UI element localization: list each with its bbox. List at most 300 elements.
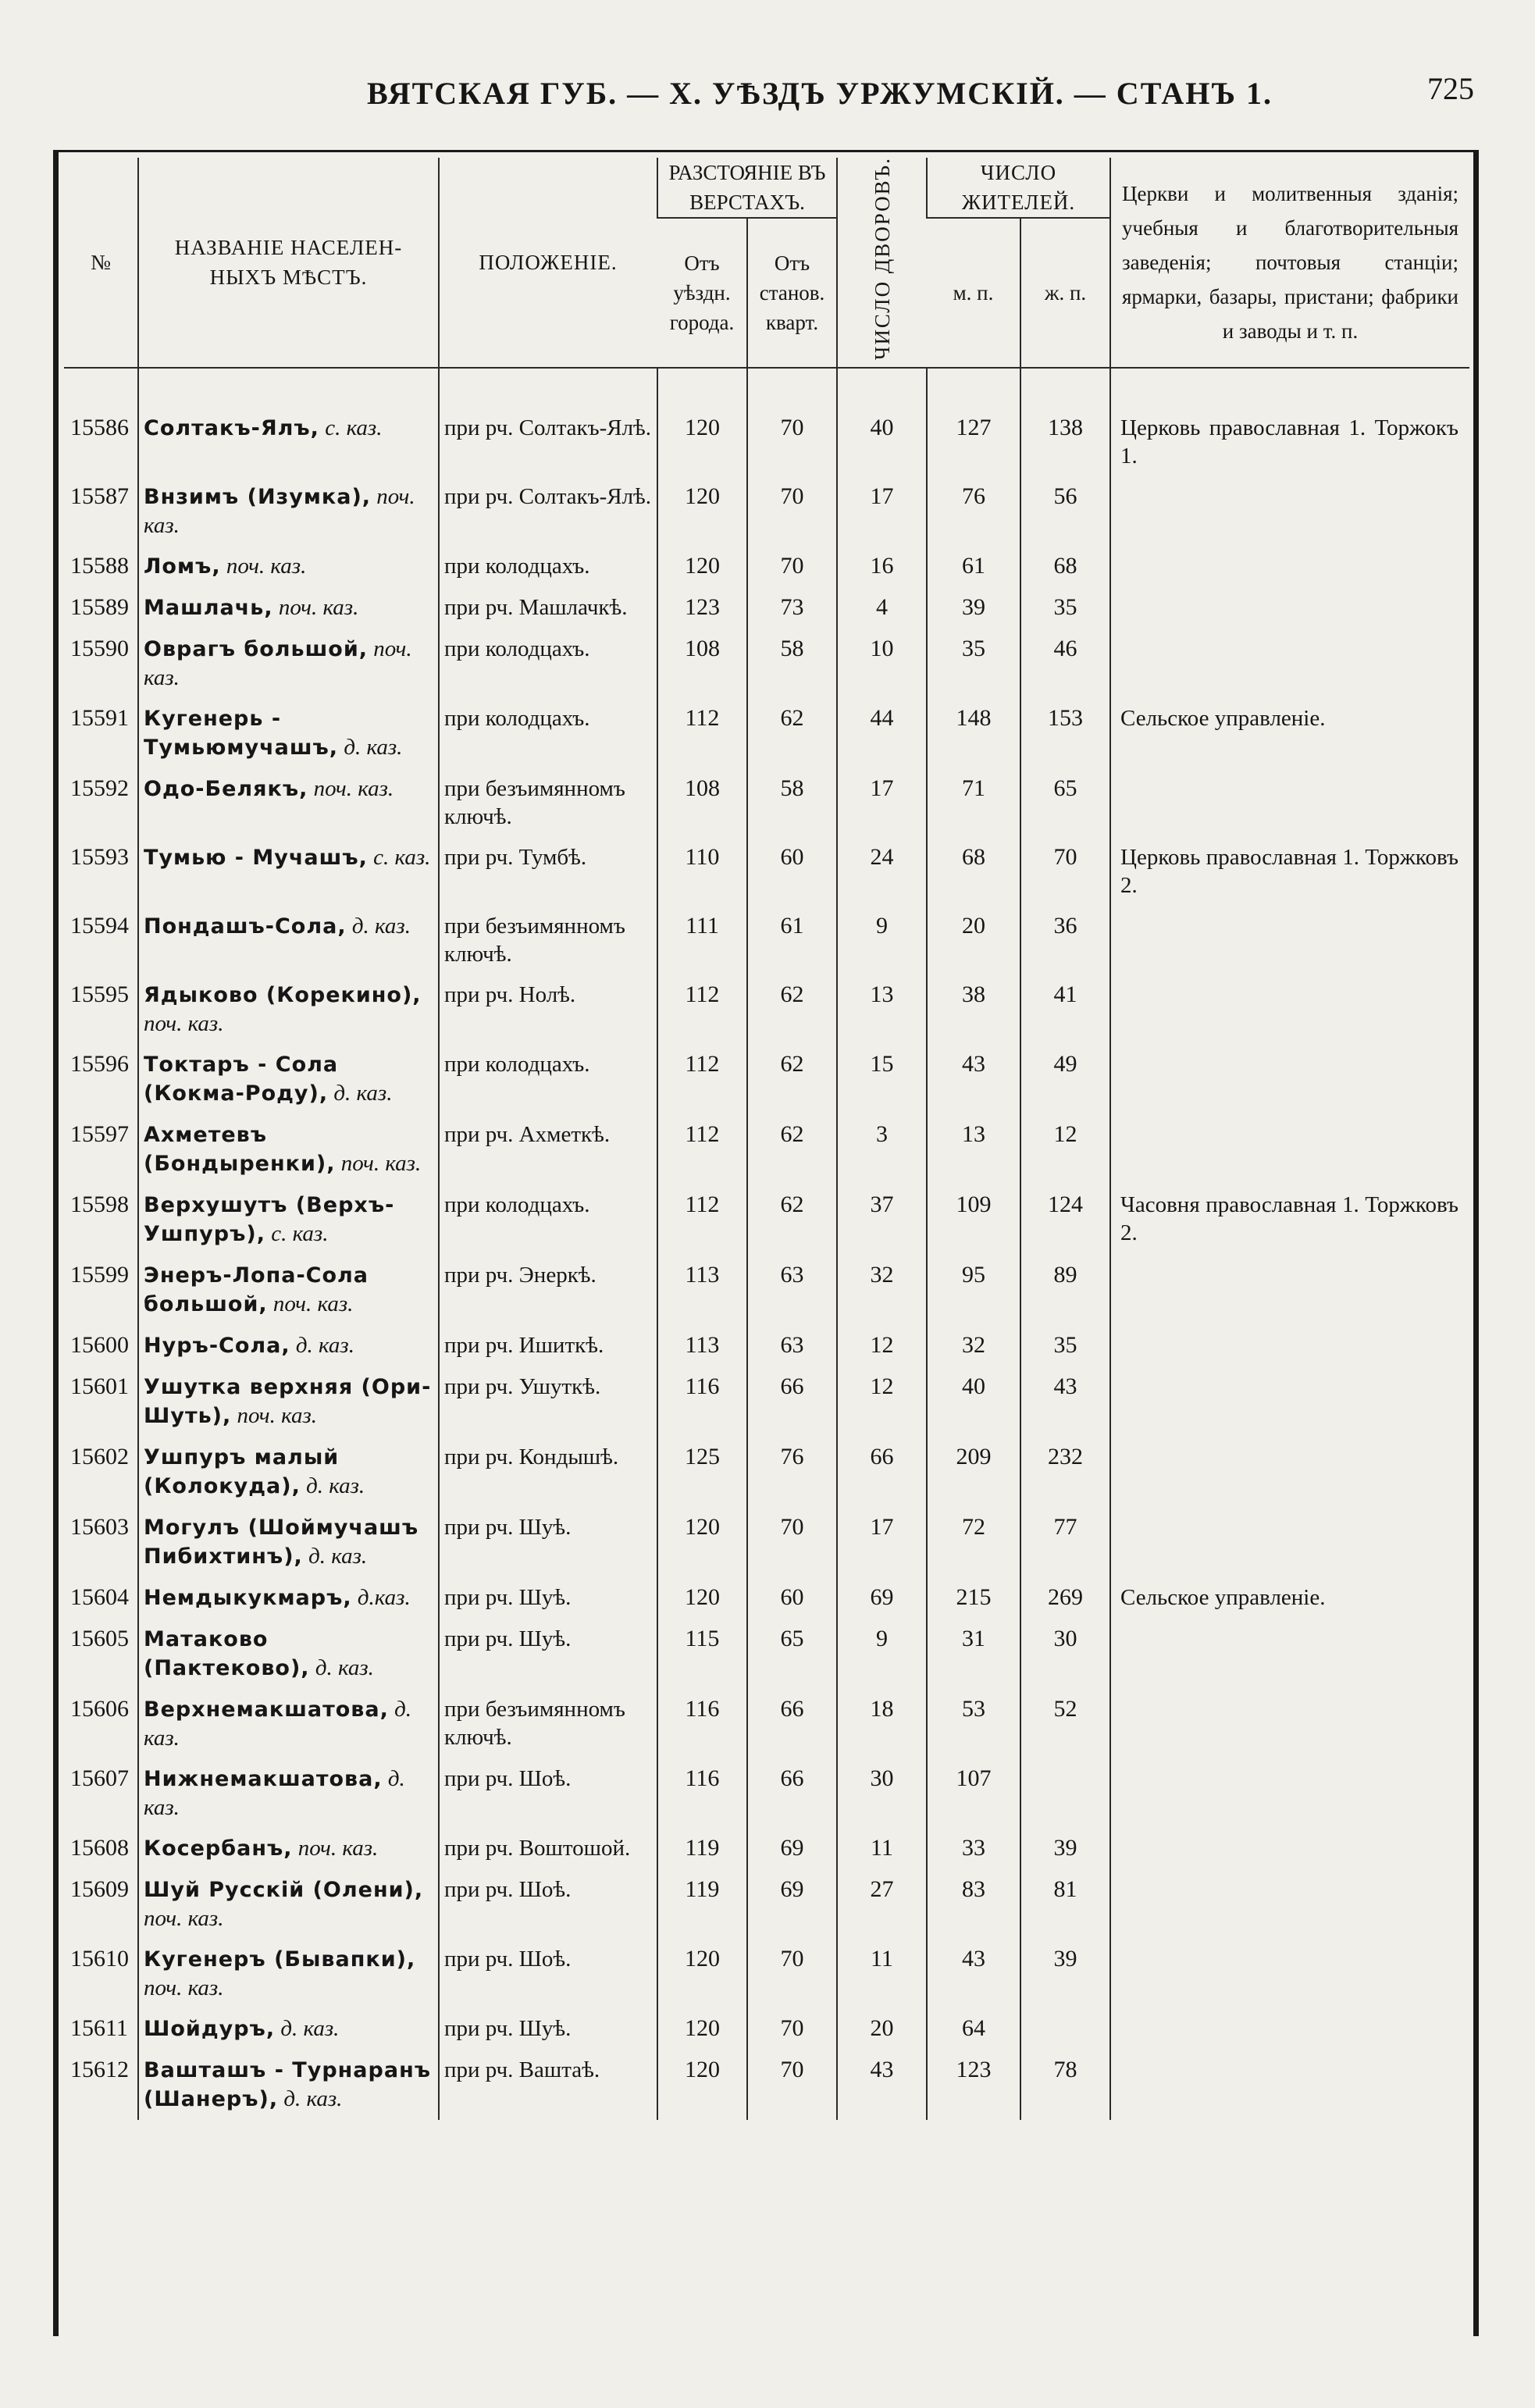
distance-town: 111 <box>657 906 747 974</box>
distance-town: 120 <box>657 2008 747 2050</box>
yards-count: 66 <box>837 1437 927 1507</box>
settlement-type: д. каз. <box>344 735 403 760</box>
male-count: 107 <box>927 1758 1020 1828</box>
settlement-position: при колодцахъ. <box>439 629 657 698</box>
settlement-type: с. каз. <box>271 1221 329 1246</box>
table-row <box>64 2050 1469 2120</box>
settlement-title: Машлачь, <box>144 596 273 620</box>
settlement-name <box>138 1184 439 1255</box>
row-number: 15596 <box>70 1051 129 1077</box>
col-header-name: НАЗВАНІЕ НАСЕЛЕН-НЫХЪ МѢСТЪ. <box>138 158 439 368</box>
male-count: 20 <box>927 906 1020 974</box>
settlement-position: при рч. Кондышѣ. <box>439 1437 657 1507</box>
distance-station: 62 <box>747 1184 837 1255</box>
settlement-title: Ахметевъ (Бондыренки), <box>144 1123 336 1176</box>
settlement-type: поч. каз. <box>297 1836 379 1861</box>
male-count: 123 <box>927 2050 1020 2120</box>
settlement-name <box>138 974 439 1044</box>
settlement-position: при рч. Шоѣ. <box>439 1869 657 1939</box>
male-count: 68 <box>927 837 1020 906</box>
settlement-title: Энеръ-Лопа-Сола большой, <box>144 1263 369 1316</box>
male-count: 209 <box>927 1437 1020 1507</box>
distance-station: 69 <box>747 1828 837 1869</box>
yards-count: 27 <box>837 1869 927 1939</box>
male-count: 95 <box>927 1255 1020 1325</box>
settlement-position: при рч. Шоѣ. <box>439 1939 657 2008</box>
settlement-name <box>138 1758 439 1828</box>
settlement-title: Кугенеръ (Бывапки), <box>144 1947 416 1972</box>
female-count: 39 <box>1020 1828 1110 1869</box>
female-count: 43 <box>1020 1366 1110 1437</box>
settlement-name <box>138 1828 439 1869</box>
settlement-position: при рч. Ишиткѣ. <box>439 1325 657 1366</box>
settlement-position: при колодцахъ. <box>439 698 657 768</box>
table-row <box>64 546 1469 587</box>
row-number: 15603 <box>70 1514 129 1540</box>
institutions-notes: Церковь православная 1. Торжокъ 1. <box>1110 408 1469 476</box>
distance-town: 120 <box>657 546 747 587</box>
female-count: 35 <box>1020 587 1110 629</box>
settlement-position: при рч. Шоѣ. <box>439 1758 657 1828</box>
male-count: 40 <box>927 1366 1020 1437</box>
yards-count: 20 <box>837 2008 927 2050</box>
settlement-position: при колодцахъ. <box>439 1044 657 1114</box>
distance-station: 61 <box>747 906 837 974</box>
distance-town: 113 <box>657 1325 747 1366</box>
distance-town: 120 <box>657 1507 747 1577</box>
male-count: 61 <box>927 546 1020 587</box>
settlement-type: поч. каз. <box>144 1975 224 2000</box>
institutions-notes <box>1110 974 1469 1044</box>
distance-station: 70 <box>747 546 837 587</box>
female-count: 12 <box>1020 1114 1110 1184</box>
settlement-name <box>138 1577 439 1619</box>
settlement-title: Шуй Русскій (Олени), <box>144 1878 424 1902</box>
settlement-title: Одо-Белякъ, <box>144 777 308 801</box>
female-count <box>1020 1758 1110 1828</box>
institutions-notes <box>1110 1366 1469 1437</box>
male-count: 71 <box>927 768 1020 837</box>
settlement-position: при колодцахъ. <box>439 1184 657 1255</box>
settlement-title: Вашташъ - Турнаранъ (Шанеръ), <box>144 2058 432 2111</box>
yards-count: 11 <box>837 1828 927 1869</box>
settlement-title: Тумью - Мучашъ, <box>144 846 368 870</box>
settlement-type: поч. каз. <box>237 1403 318 1428</box>
table-row <box>64 1689 1469 1758</box>
settlement-type: д. каз. <box>144 1697 412 1751</box>
distance-station: 66 <box>747 1758 837 1828</box>
institutions-notes <box>1110 1255 1469 1325</box>
col-header-position: ПОЛОЖЕНІЕ. <box>439 158 657 368</box>
yards-count: 32 <box>837 1255 927 1325</box>
row-number: 15609 <box>70 1876 129 1902</box>
settlement-name <box>138 546 439 587</box>
table-row <box>64 2008 1469 2050</box>
institutions-notes <box>1110 2008 1469 2050</box>
female-count: 68 <box>1020 546 1110 587</box>
yards-count: 12 <box>837 1325 927 1366</box>
female-count: 35 <box>1020 1325 1110 1366</box>
distance-town: 112 <box>657 1114 747 1184</box>
distance-station: 66 <box>747 1689 837 1758</box>
distance-town: 108 <box>657 629 747 698</box>
table-row <box>64 1828 1469 1869</box>
institutions-notes <box>1110 1758 1469 1828</box>
male-count: 13 <box>927 1114 1020 1184</box>
settlement-type: поч. каз. <box>272 1291 354 1316</box>
yards-count: 40 <box>837 408 927 476</box>
distance-town: 120 <box>657 2050 747 2120</box>
col-header-distance: РАЗСТОЯНІЕ ВЪ ВЕРСТАХЪ. <box>657 158 837 218</box>
institutions-notes <box>1110 1939 1469 2008</box>
yards-count: 30 <box>837 1758 927 1828</box>
settlement-title: Верхнемакшатова, <box>144 1697 389 1722</box>
settlement-type: с. каз. <box>373 845 431 870</box>
distance-station: 66 <box>747 1366 837 1437</box>
distance-station: 70 <box>747 476 837 546</box>
row-number: 15598 <box>70 1192 129 1217</box>
male-count: 39 <box>927 587 1020 629</box>
settlement-position: при рч. Машлачкѣ. <box>439 587 657 629</box>
female-count: 78 <box>1020 2050 1110 2120</box>
settlement-name <box>138 2050 439 2120</box>
settlement-name <box>138 1689 439 1758</box>
male-count: 43 <box>927 1939 1020 2008</box>
table-row <box>64 837 1469 906</box>
row-number: 15605 <box>70 1626 129 1651</box>
distance-station: 65 <box>747 1619 837 1689</box>
distance-town: 125 <box>657 1437 747 1507</box>
settlement-position: при рч. Энеркѣ. <box>439 1255 657 1325</box>
settlement-position: при рч. Шуѣ. <box>439 1619 657 1689</box>
row-number: 15611 <box>70 2015 128 2041</box>
female-count: 56 <box>1020 476 1110 546</box>
male-count: 72 <box>927 1507 1020 1577</box>
settlement-type: поч. каз. <box>340 1151 422 1176</box>
distance-town: 116 <box>657 1366 747 1437</box>
settlement-title: Немдыкукмаръ, <box>144 1586 352 1610</box>
yards-count: 3 <box>837 1114 927 1184</box>
yards-count: 17 <box>837 768 927 837</box>
yards-count: 15 <box>837 1044 927 1114</box>
male-count: 109 <box>927 1184 1020 1255</box>
male-count: 148 <box>927 698 1020 768</box>
settlement-type: поч. каз. <box>144 1011 224 1036</box>
settlement-type: д.каз. <box>357 1585 411 1610</box>
yards-count: 44 <box>837 698 927 768</box>
table-row <box>64 698 1469 768</box>
settlement-name <box>138 1044 439 1114</box>
male-count: 43 <box>927 1044 1020 1114</box>
table-row <box>64 768 1469 837</box>
settlement-name <box>138 629 439 698</box>
running-title: ВЯТСКАЯ ГУБ. — X. УѢЗДЪ УРЖУМСКІЙ. — СТАНЪ 1. <box>367 76 1273 111</box>
col-header-inhabitants: ЧИСЛО ЖИТЕЛЕЙ. <box>927 158 1110 218</box>
settlement-title: Ломъ, <box>144 554 221 579</box>
institutions-notes <box>1110 1869 1469 1939</box>
settlement-position: при рч. Ахметкѣ. <box>439 1114 657 1184</box>
distance-town: 112 <box>657 698 747 768</box>
settlement-name <box>138 587 439 629</box>
distance-station: 70 <box>747 1939 837 2008</box>
settlement-type: поч. каз. <box>313 776 394 801</box>
settlement-title: Шойдуръ, <box>144 2017 276 2041</box>
yards-count: 11 <box>837 1939 927 2008</box>
page-number: 725 <box>1427 71 1474 106</box>
yards-count: 17 <box>837 476 927 546</box>
table-row <box>64 1184 1469 1255</box>
institutions-notes: Сельское управленіе. <box>1110 1577 1469 1619</box>
col-header-female: ж. п. <box>1020 218 1110 368</box>
institutions-notes <box>1110 1044 1469 1114</box>
distance-station: 62 <box>747 698 837 768</box>
institutions-notes <box>1110 546 1469 587</box>
settlement-type: д. каз. <box>333 1081 393 1106</box>
distance-town: 120 <box>657 408 747 476</box>
row-number: 15600 <box>70 1332 129 1358</box>
table-row <box>64 1255 1469 1325</box>
row-number: 15601 <box>70 1373 129 1399</box>
settlement-type: д. каз. <box>315 1655 374 1680</box>
settlement-type: д. каз. <box>351 914 411 939</box>
male-count: 53 <box>927 1689 1020 1758</box>
male-count: 32 <box>927 1325 1020 1366</box>
settlement-position: при рч. Тумбѣ. <box>439 837 657 906</box>
settlement-title: Ушутка верхняя (Ори-Шуть), <box>144 1375 432 1428</box>
distance-station: 70 <box>747 1507 837 1577</box>
distance-station: 62 <box>747 1114 837 1184</box>
settlement-name <box>138 1869 439 1939</box>
institutions-notes: Часовня православная 1. Торжковъ 2. <box>1110 1184 1469 1255</box>
male-count: 38 <box>927 974 1020 1044</box>
row-number: 15607 <box>70 1765 129 1791</box>
distance-town: 120 <box>657 1939 747 2008</box>
female-count: 46 <box>1020 629 1110 698</box>
distance-town: 110 <box>657 837 747 906</box>
distance-station: 60 <box>747 1577 837 1619</box>
table-row <box>64 906 1469 974</box>
female-count: 41 <box>1020 974 1110 1044</box>
settlement-title: Ядыково (Корекино), <box>144 983 422 1007</box>
settlement-name <box>138 2008 439 2050</box>
female-count: 124 <box>1020 1184 1110 1255</box>
settlement-type: поч. каз. <box>278 595 359 620</box>
row-number: 15593 <box>70 844 129 870</box>
table-row <box>64 629 1469 698</box>
col-header-dist-station: Отъ станов. кварт. <box>747 218 837 368</box>
settlement-title: Матаково (Пактеково), <box>144 1627 310 1680</box>
yards-count: 18 <box>837 1689 927 1758</box>
settlement-title: Солтакъ-Ялъ, <box>144 416 319 440</box>
yards-count: 16 <box>837 546 927 587</box>
yards-count: 4 <box>837 587 927 629</box>
male-count: 31 <box>927 1619 1020 1689</box>
institutions-notes <box>1110 1619 1469 1689</box>
settlement-name <box>138 1366 439 1437</box>
male-count: 76 <box>927 476 1020 546</box>
table-row <box>64 1366 1469 1437</box>
male-count: 33 <box>927 1828 1020 1869</box>
yards-count: 9 <box>837 1619 927 1689</box>
settlement-title: Внзимъ (Изумка), <box>144 485 372 509</box>
settlement-name <box>138 1507 439 1577</box>
settlement-position: при рч. Нолѣ. <box>439 974 657 1044</box>
institutions-notes <box>1110 1828 1469 1869</box>
settlement-name <box>138 1437 439 1507</box>
table-row <box>64 587 1469 629</box>
col-header-dist-town: Отъ уѣздн. города. <box>657 218 747 368</box>
female-count: 65 <box>1020 768 1110 837</box>
col-header-male: м. п. <box>927 218 1020 368</box>
settlement-name <box>138 1325 439 1366</box>
settlement-type: поч. каз. <box>144 1906 224 1931</box>
settlement-name <box>138 476 439 546</box>
yards-count: 12 <box>837 1366 927 1437</box>
female-count: 39 <box>1020 1939 1110 2008</box>
male-count: 127 <box>927 408 1020 476</box>
table-row <box>64 1437 1469 1507</box>
institutions-notes <box>1110 629 1469 698</box>
settlement-type: д. каз. <box>280 2016 340 2041</box>
institutions-notes: Церковь православная 1. Торжковъ 2. <box>1110 837 1469 906</box>
distance-station: 60 <box>747 837 837 906</box>
settlement-type: поч. каз. <box>226 554 307 579</box>
distance-town: 120 <box>657 476 747 546</box>
settlement-position: при рч. Воштошой. <box>439 1828 657 1869</box>
table-row <box>64 1577 1469 1619</box>
female-count: 269 <box>1020 1577 1110 1619</box>
institutions-notes <box>1110 906 1469 974</box>
row-number: 15587 <box>70 483 129 509</box>
row-number: 15594 <box>70 913 129 939</box>
yards-count: 24 <box>837 837 927 906</box>
row-number: 15602 <box>70 1444 129 1469</box>
distance-station: 62 <box>747 1044 837 1114</box>
distance-station: 76 <box>747 1437 837 1507</box>
distance-town: 119 <box>657 1869 747 1939</box>
settlement-name <box>138 906 439 974</box>
distance-town: 120 <box>657 1577 747 1619</box>
institutions-notes <box>1110 1114 1469 1184</box>
distance-town: 115 <box>657 1619 747 1689</box>
female-count: 30 <box>1020 1619 1110 1689</box>
settlement-type: д. каз. <box>283 2086 343 2111</box>
institutions-notes <box>1110 2050 1469 2120</box>
settlement-position: при колодцахъ. <box>439 546 657 587</box>
distance-town: 112 <box>657 974 747 1044</box>
settlement-title: Нуръ-Сола, <box>144 1334 290 1358</box>
institutions-notes <box>1110 1437 1469 1507</box>
settlement-position: при рч. Шуѣ. <box>439 2008 657 2050</box>
settlement-name <box>138 1255 439 1325</box>
table-row <box>64 1507 1469 1577</box>
row-number: 15595 <box>70 981 129 1007</box>
settlement-position: при рч. Солтакъ-Ялѣ. <box>439 408 657 476</box>
settlement-name <box>138 1939 439 2008</box>
settlement-title: Косербанъ, <box>144 1836 293 1861</box>
female-count: 52 <box>1020 1689 1110 1758</box>
distance-station: 69 <box>747 1869 837 1939</box>
institutions-notes <box>1110 1325 1469 1366</box>
distance-town: 123 <box>657 587 747 629</box>
settlements-table <box>64 158 1469 2120</box>
distance-station: 62 <box>747 974 837 1044</box>
settlement-name <box>138 408 439 476</box>
row-number: 15612 <box>70 2057 129 2082</box>
settlement-name <box>138 1619 439 1689</box>
col-header-yards: ЧИСЛО ДВОРОВЪ. <box>837 158 927 368</box>
row-number: 15599 <box>70 1262 129 1288</box>
settlement-type: д. каз. <box>308 1544 368 1569</box>
running-head <box>0 71 1535 114</box>
distance-station: 70 <box>747 2008 837 2050</box>
row-number: 15608 <box>70 1835 129 1861</box>
settlement-title: Могулъ (Шоймучашъ Пибихтинъ), <box>144 1516 419 1569</box>
female-count: 138 <box>1020 408 1110 476</box>
yards-count: 13 <box>837 974 927 1044</box>
table-row <box>64 1044 1469 1114</box>
distance-town: 112 <box>657 1184 747 1255</box>
female-count: 89 <box>1020 1255 1110 1325</box>
settlement-title: Ушпуръ малый (Колокуда), <box>144 1445 340 1498</box>
settlement-type: д. каз. <box>144 1766 405 1820</box>
table-row <box>64 1939 1469 2008</box>
settlement-position: при рч. Шуѣ. <box>439 1507 657 1577</box>
settlement-type: д. каз. <box>295 1333 354 1358</box>
settlement-name <box>138 837 439 906</box>
yards-count: 69 <box>837 1577 927 1619</box>
distance-station: 58 <box>747 768 837 837</box>
settlement-name <box>138 768 439 837</box>
distance-station: 63 <box>747 1255 837 1325</box>
institutions-notes <box>1110 476 1469 546</box>
distance-town: 116 <box>657 1689 747 1758</box>
distance-town: 116 <box>657 1758 747 1828</box>
settlement-title: Кугенерь - Тумьюмучашъ, <box>144 707 339 760</box>
table-row <box>64 1869 1469 1939</box>
table-row <box>64 1114 1469 1184</box>
yards-count: 9 <box>837 906 927 974</box>
col-header-number: № <box>64 158 138 368</box>
male-count: 64 <box>927 2008 1020 2050</box>
settlement-title: Нижнемакшатова, <box>144 1767 383 1791</box>
settlement-position: при безъимянномъ ключѣ. <box>439 1689 657 1758</box>
settlement-position: при рч. Шуѣ. <box>439 1577 657 1619</box>
female-count: 81 <box>1020 1869 1110 1939</box>
settlement-type: поч. каз. <box>144 484 415 538</box>
settlement-position: при рч. Ваштаѣ. <box>439 2050 657 2120</box>
row-number: 15588 <box>70 553 129 579</box>
table-row <box>64 974 1469 1044</box>
settlement-position: при безъимянномъ ключѣ. <box>439 768 657 837</box>
settlement-title: Токтаръ - Сола (Кокма-Роду), <box>144 1053 339 1106</box>
institutions-notes: Сельское управленіе. <box>1110 698 1469 768</box>
settlement-position: при рч. Солтакъ-Ялѣ. <box>439 476 657 546</box>
row-number: 15590 <box>70 636 129 661</box>
distance-town: 119 <box>657 1828 747 1869</box>
female-count: 153 <box>1020 698 1110 768</box>
distance-town: 112 <box>657 1044 747 1114</box>
settlement-type: д. каз. <box>306 1473 365 1498</box>
row-number: 15597 <box>70 1121 129 1147</box>
male-count: 35 <box>927 629 1020 698</box>
distance-station: 70 <box>747 2050 837 2120</box>
row-number: 15589 <box>70 594 129 620</box>
settlement-title: Верхушутъ (Верхъ-Ушпуръ), <box>144 1193 395 1246</box>
settlement-name <box>138 698 439 768</box>
distance-town: 113 <box>657 1255 747 1325</box>
institutions-notes <box>1110 1507 1469 1577</box>
